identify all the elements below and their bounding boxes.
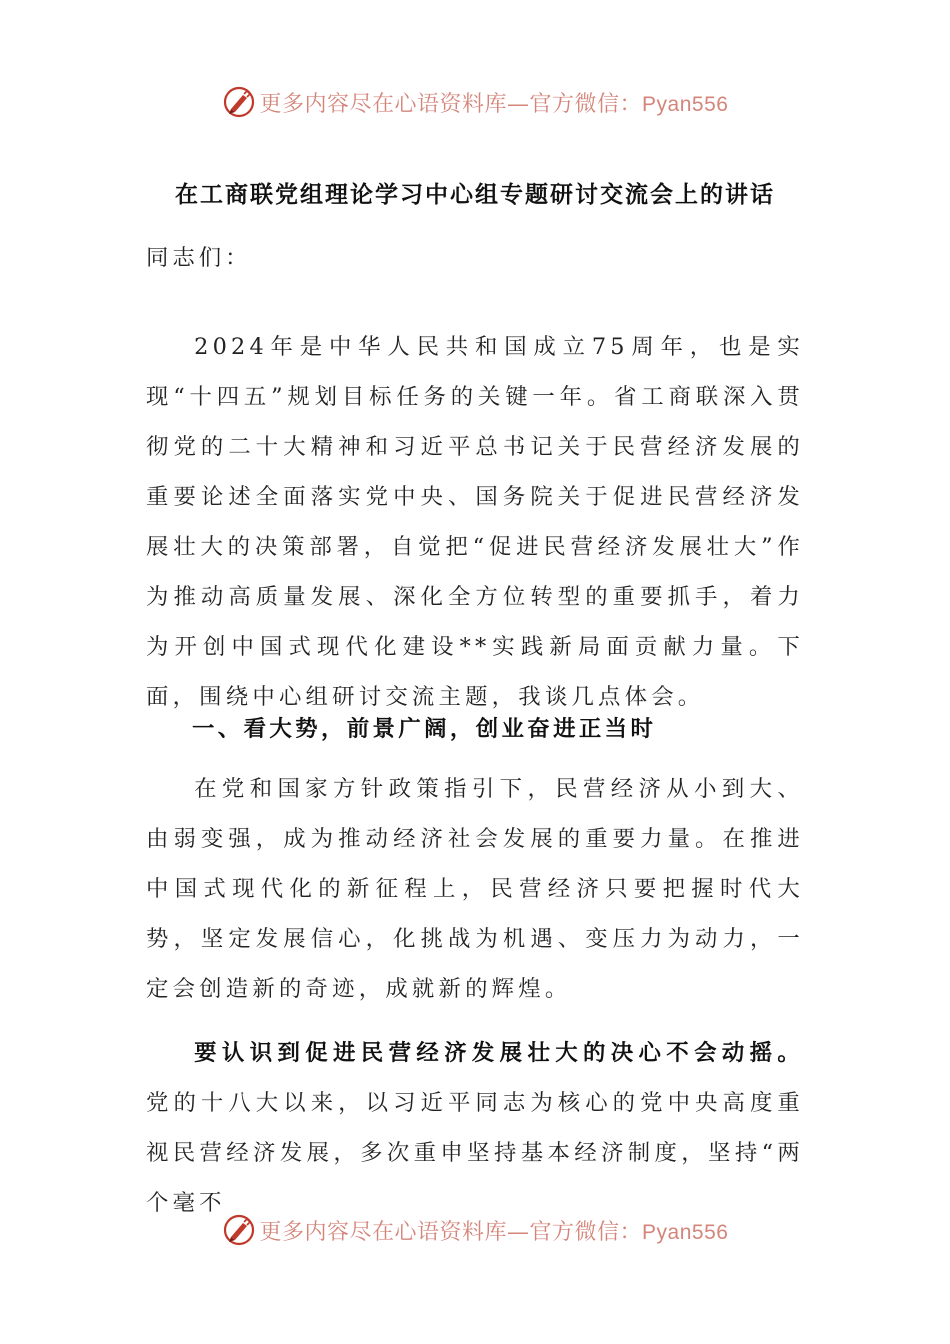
pen-logo-icon (222, 85, 256, 119)
paragraph-resolve (146, 1028, 804, 1228)
watermark-text: 更多内容尽在心语资料库—官方微信：Pyan556 (259, 1219, 729, 1245)
paragraph-text (146, 1028, 804, 1228)
watermark-footer (0, 1210, 950, 1250)
paragraph-body: 党的十八大以来，以习近平同志为核心的党中央高度重视民营经济发展，多次重申坚持基本经济制度，坚持“两个毫不 (146, 1090, 804, 1216)
paragraph-text: 在党和国家方针政策指引下，民营经济从小到大、由弱变强，成为推动经济社会发展的重要力量。在推进中国式现代化的新征程上，民营经济只要把握时代大势，坚定发展信心，化挑战为机遇、变压力为动力，一定会创造新的奇迹，成就新的辉煌。 (146, 776, 804, 1002)
watermark-header (0, 82, 950, 122)
paragraph-trend (146, 764, 804, 1014)
section-heading-1: 一、看大势，前景广阔，创业奋进正当时 (192, 716, 657, 742)
watermark-text: 更多内容尽在心语资料库—官方微信：Pyan556 (259, 91, 729, 117)
wechat-id: Pyan556 (642, 92, 729, 116)
wechat-id: Pyan556 (642, 1220, 729, 1244)
pen-logo-icon (222, 1213, 256, 1247)
salutation: 同志们： (146, 245, 252, 271)
paragraph-text: 2024年是中华人民共和国成立75周年，也是实现“十四五”规划目标任务的关键一年。省工商联深入贯彻党的二十大精神和习近平总书记关于民营经济发展的重要论述全面落实党中央、国务院关于促进民营经济发展壮大的决策部署，自觉把“促进民营经济发展壮大”作为推动高质量发展、深化全方位转型的重要抓手，着力为开创中国式现代化建设**实践新局面贡献力量。下面，围绕中心组研讨交流主题，我谈几点体会。 (146, 334, 804, 710)
paragraph-intro (146, 322, 804, 722)
paragraph-lead-sentence: 要认识到促进民营经济发展壮大的决心不会动摇。 (194, 1040, 804, 1066)
document-title: 在工商联党组理论学习中心组专题研讨交流会上的讲话 (175, 181, 775, 208)
